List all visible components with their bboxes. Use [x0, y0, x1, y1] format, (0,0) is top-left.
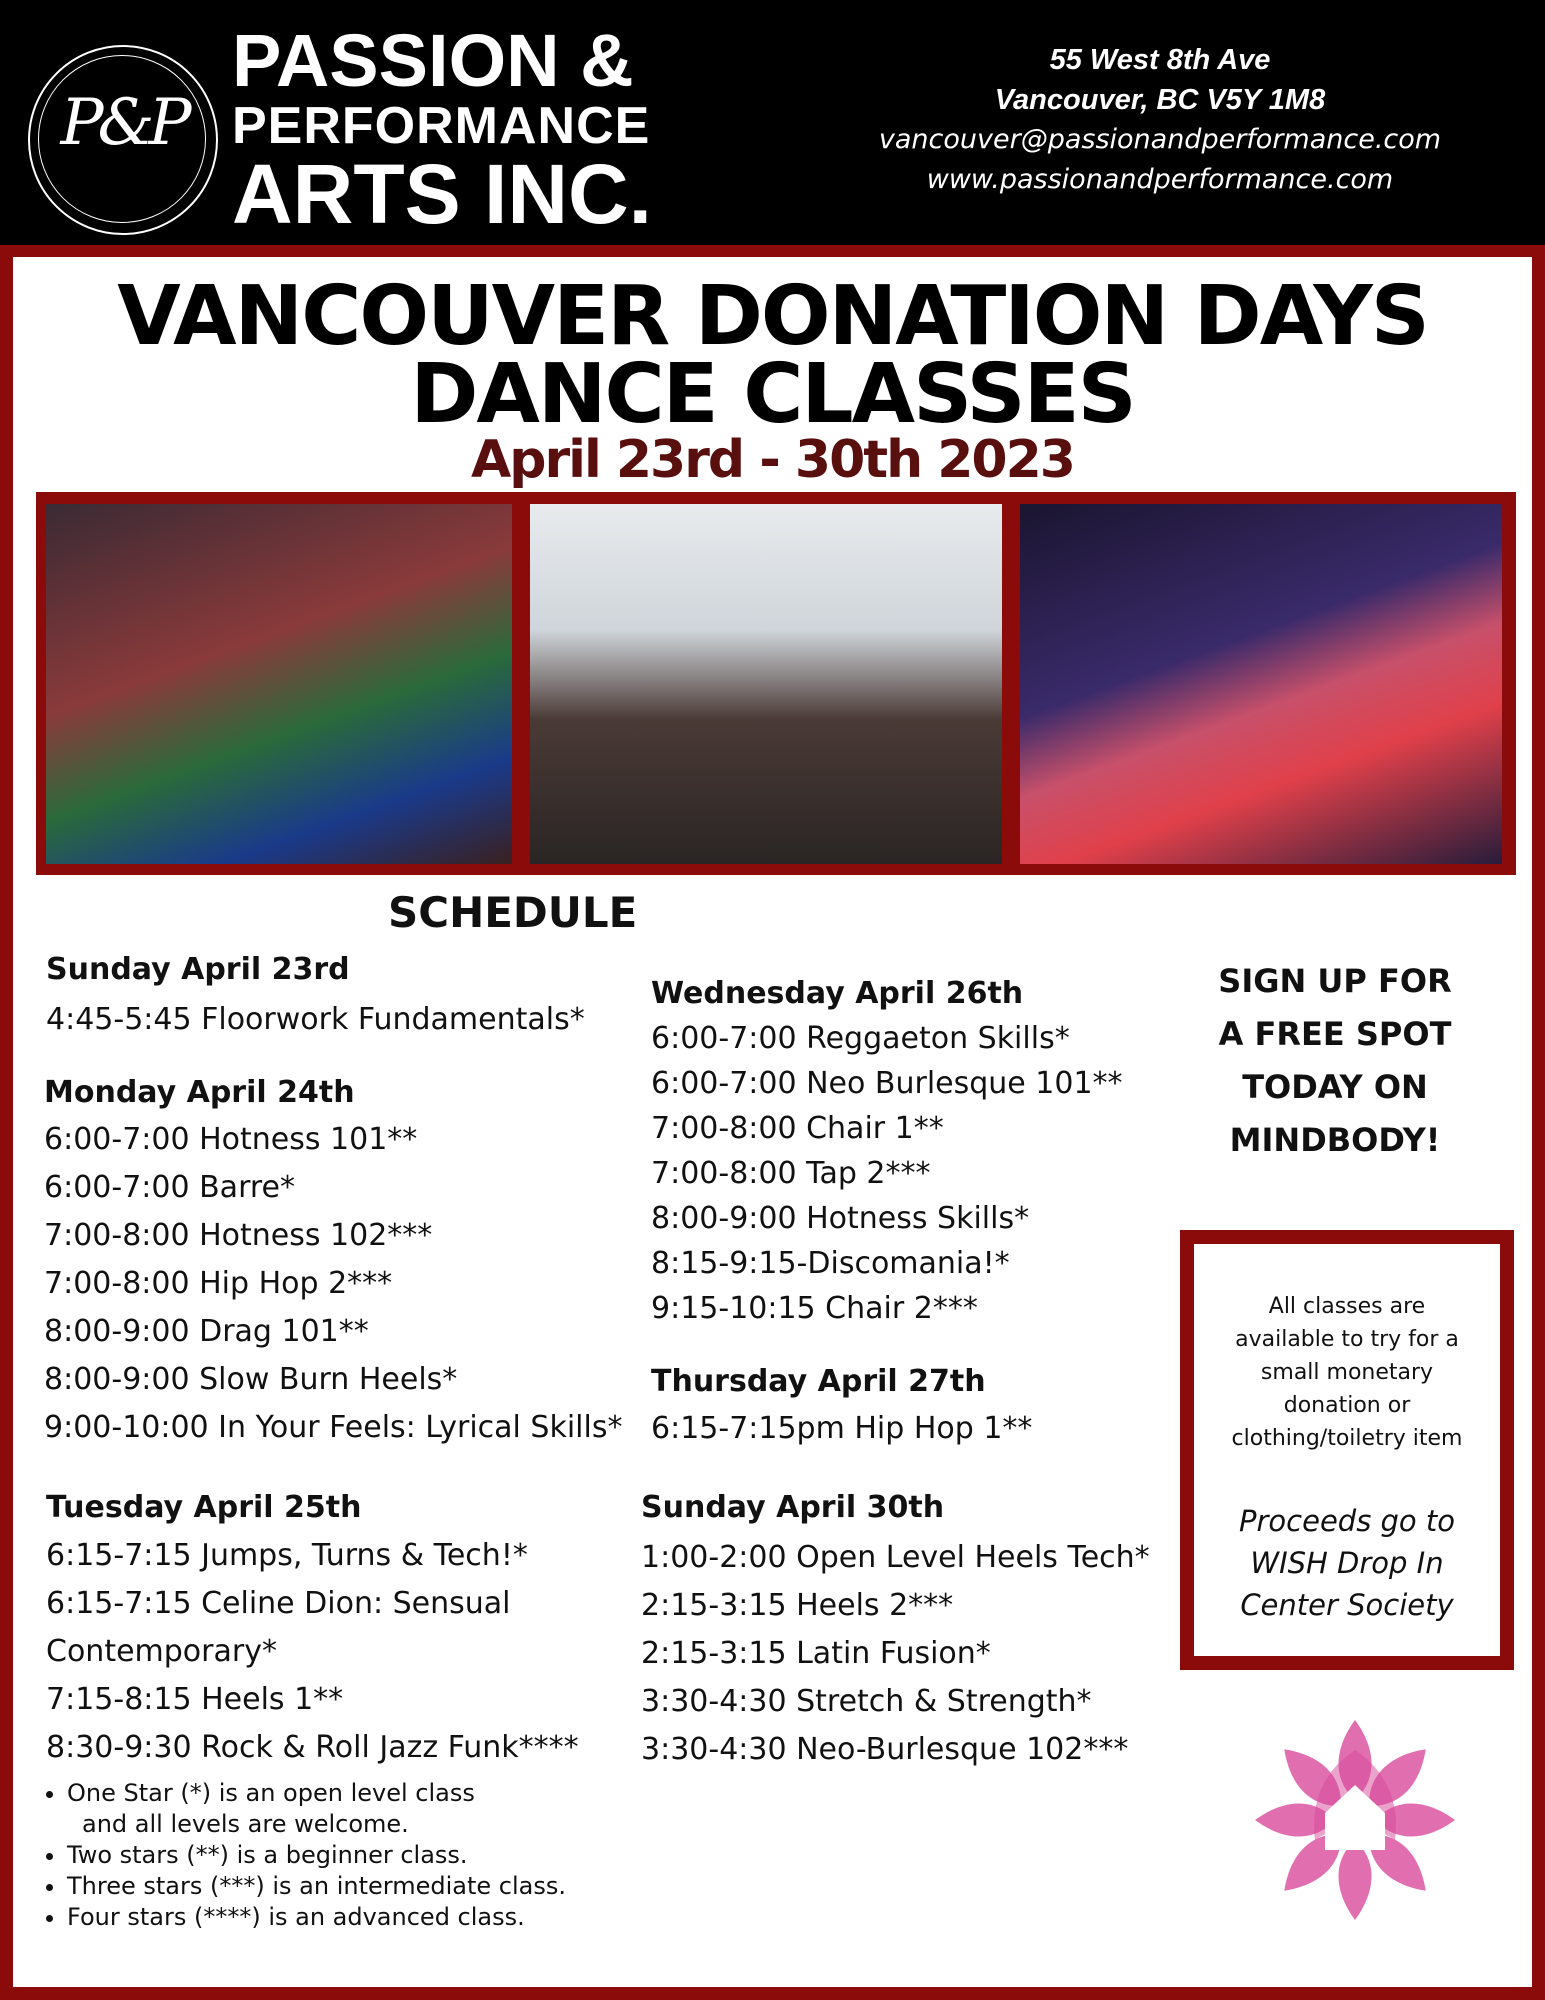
donation-note	[1204, 1290, 1490, 1455]
photo-stage-show	[1020, 504, 1502, 864]
photo-group-studio	[530, 504, 1002, 864]
proceeds-line: Center Society	[1240, 1588, 1454, 1622]
class-item: 7:15-8:15 Heels 1**	[46, 1682, 344, 1717]
logo-monogram: P&P	[60, 86, 186, 160]
legend-item: • One Star (*) is an open level class	[67, 1778, 566, 1809]
website-link[interactable]: www.passionandperformance.com	[926, 164, 1394, 195]
donation-note-line: small monetary	[1260, 1360, 1434, 1385]
class-list-monday-24	[44, 1116, 622, 1452]
legend-item-continued: and all levels are welcome.	[82, 1810, 409, 1838]
class-item: 2:15-3:15 Latin Fusion*	[641, 1636, 991, 1671]
class-item: 6:00-7:00 Barre*	[44, 1170, 296, 1205]
brand-line-2: PERFORMANCE	[232, 97, 651, 155]
proceeds-line: Proceeds go to	[1239, 1504, 1455, 1538]
brand-line-3: ARTS INC.	[232, 147, 652, 241]
class-item: 3:30-4:30 Neo-Burlesque 102***	[641, 1732, 1129, 1767]
class-list-sunday-23	[46, 996, 585, 1044]
class-item: 6:00-7:00 Reggaeton Skills*	[651, 1021, 1070, 1056]
class-list-wednesday-26	[651, 1016, 1123, 1331]
address-line-2: Vancouver, BC V5Y 1M8	[994, 84, 1326, 116]
class-item: 6:00-7:00 Hotness 101**	[44, 1122, 418, 1157]
header-bar	[0, 0, 1545, 245]
day-heading-sunday-30: Sunday April 30th	[641, 1490, 945, 1525]
class-item: 1:00-2:00 Open Level Heels Tech*	[641, 1540, 1150, 1575]
signup-callout	[1190, 955, 1480, 1167]
class-item: 6:15-7:15pm Hip Hop 1**	[651, 1411, 1033, 1446]
class-item: 8:00-9:00 Hotness Skills*	[651, 1201, 1030, 1236]
proceeds-note	[1204, 1500, 1490, 1626]
class-list-tuesday-25	[46, 1532, 579, 1772]
class-item: 2:15-3:15 Heels 2***	[641, 1588, 954, 1623]
legend-item: • Two stars (**) is a beginner class.	[67, 1840, 566, 1871]
donation-note-line: donation or	[1283, 1393, 1411, 1418]
proceeds-line: WISH Drop In	[1250, 1546, 1444, 1580]
class-item: 9:15-10:15 Chair 2***	[651, 1291, 978, 1326]
class-item: 7:00-8:00 Chair 1**	[651, 1111, 944, 1146]
photo-strip	[36, 492, 1516, 875]
logo-emblem	[28, 45, 218, 235]
class-item: 6:15-7:15 Jumps, Turns & Tech!*	[46, 1538, 528, 1573]
brand-name	[232, 19, 652, 241]
donation-info-box	[1180, 1230, 1514, 1670]
class-item: 8:00-9:00 Slow Burn Heels*	[44, 1362, 458, 1397]
class-item: 8:30-9:30 Rock & Roll Jazz Funk****	[46, 1730, 579, 1765]
legend-item: • Four stars (****) is an advanced class.	[67, 1902, 566, 1933]
signup-line-2: A FREE SPOT	[1218, 1015, 1452, 1053]
day-heading-tuesday-25: Tuesday April 25th	[46, 1490, 362, 1525]
day-heading-monday-24: Monday April 24th	[44, 1075, 355, 1110]
class-list-sunday-30	[641, 1534, 1150, 1774]
signup-line-1: SIGN UP FOR	[1218, 962, 1452, 1000]
class-item: 9:00-10:00 In Your Feels: Lyrical Skills*	[44, 1410, 623, 1445]
email-link[interactable]: vancouver@passionandperformance.com	[878, 124, 1442, 155]
class-item: 6:00-7:00 Neo Burlesque 101**	[651, 1066, 1123, 1101]
class-list-thursday-27	[651, 1405, 1032, 1453]
photo-performers-costume	[46, 504, 512, 864]
title-line-2: DANCE CLASSES	[410, 347, 1135, 442]
class-item: 7:00-8:00 Tap 2***	[651, 1156, 931, 1191]
contact-info	[850, 40, 1470, 200]
class-item: 4:45-5:45 Floorwork Fundamentals*	[46, 1002, 585, 1037]
brand-line-1: PASSION &	[232, 19, 634, 102]
class-item: Contemporary*	[46, 1634, 277, 1669]
signup-line-3: TODAY ON	[1242, 1068, 1428, 1106]
class-item: 8:00-9:00 Drag 101**	[44, 1314, 369, 1349]
address-line-1: 55 West 8th Ave	[1049, 44, 1271, 76]
class-item: 6:15-7:15 Celine Dion: Sensual	[46, 1586, 511, 1621]
title-line-1: VANCOUVER DONATION DAYS	[117, 269, 1428, 364]
day-heading-thursday-27: Thursday April 27th	[651, 1364, 986, 1399]
class-item: 3:30-4:30 Stretch & Strength*	[641, 1684, 1092, 1719]
donation-note-line: available to try for a	[1235, 1327, 1459, 1352]
class-item: 8:15-9:15-Discomania!*	[651, 1246, 1010, 1281]
legend-item: • Three stars (***) is an intermediate class.	[67, 1871, 566, 1902]
donation-box-inner	[1204, 1254, 1490, 1646]
event-dates: April 23rd - 30th 2023	[471, 430, 1074, 490]
class-item: 7:00-8:00 Hip Hop 2***	[44, 1266, 393, 1301]
level-legend	[42, 1778, 566, 1933]
schedule-heading: SCHEDULE	[388, 888, 638, 937]
donation-note-line: All classes are	[1268, 1294, 1426, 1319]
day-heading-wednesday-26: Wednesday April 26th	[651, 976, 1024, 1011]
donation-note-line: clothing/toiletry item	[1231, 1426, 1463, 1451]
class-item: 7:00-8:00 Hotness 102***	[44, 1218, 433, 1253]
day-heading-sunday-23: Sunday April 23rd	[46, 952, 350, 987]
signup-line-4: MINDBODY!	[1229, 1121, 1441, 1159]
wish-lotus-logo-icon	[1250, 1715, 1460, 1925]
